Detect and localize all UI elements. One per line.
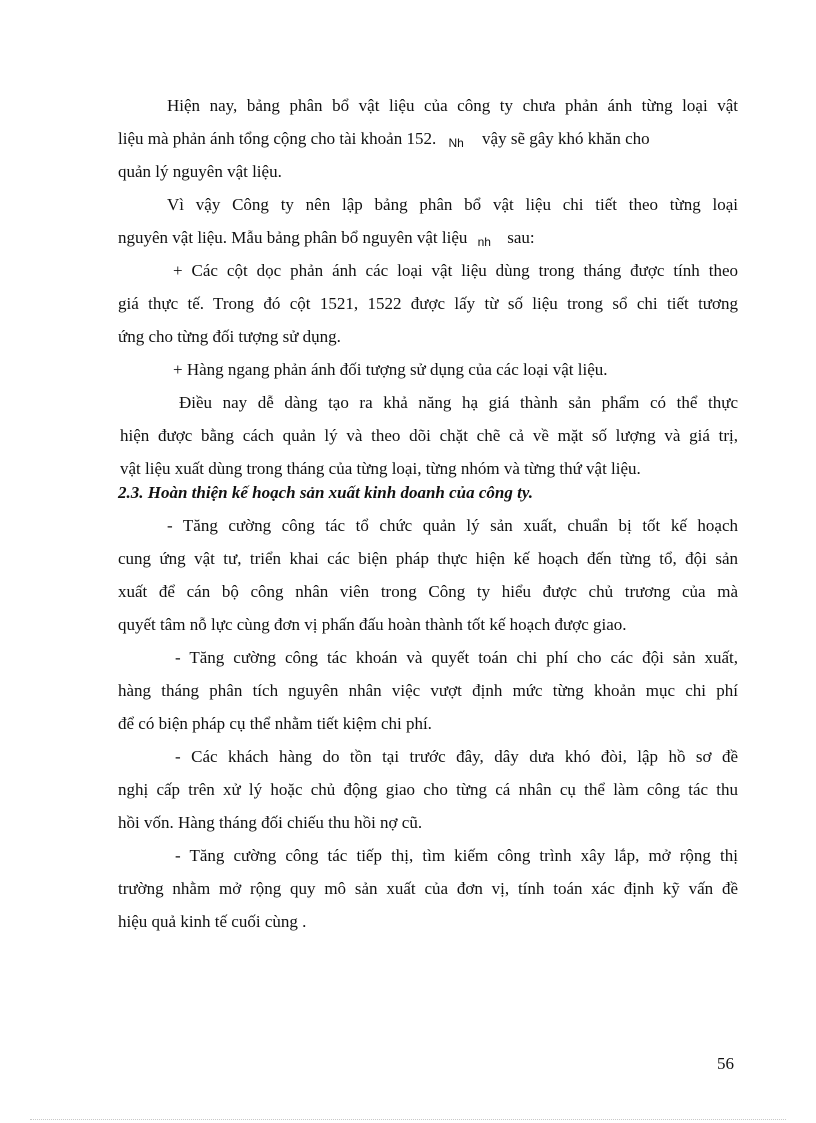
paragraph-2-line-2-fragment: nh bbox=[477, 235, 491, 249]
paragraph-2-line-2-part-a: nguyên vật liệu. Mẫu bảng phân bổ nguyên vật liệu bbox=[118, 228, 468, 247]
paragraph-3-line-3: ứng cho từng đối tượng sử dụng. bbox=[118, 327, 341, 346]
paragraph-3-line-1: + Các cột dọc phản ánh các loại vật liệu dùng trong tháng được tính theo bbox=[173, 261, 738, 280]
paragraph-1-line-1: Hiện nay, bảng phân bổ vật liệu của công ty chưa phản ánh từng loại vật bbox=[167, 96, 738, 115]
paragraph-6-line-4: quyết tâm nỗ lực cùng đơn vị phấn đấu hoàn thành tốt kế hoạch được giao. bbox=[118, 615, 627, 634]
paragraph-6-line-2: cung ứng vật tư, triển khai các biện pháp thực hiện kế hoạch đến từng tổ, đội sản bbox=[118, 549, 738, 568]
paragraph-1-line-2-part-a: liệu mà phản ánh tổng cộng cho tài khoản 152. bbox=[118, 129, 437, 148]
paragraph-9-line-2: trường nhằm mở rộng quy mô sản xuất của đơn vị, tính toán xác định kỹ vấn đề bbox=[118, 879, 738, 898]
page-bottom-divider bbox=[30, 1119, 786, 1120]
paragraph-6-line-1: - Tăng cường công tác tổ chức quản lý sản xuất, chuẩn bị tốt kế hoạch bbox=[167, 516, 738, 535]
paragraph-1-line-2-fragment: Nh bbox=[448, 136, 464, 150]
paragraph-2-line-2 bbox=[118, 227, 535, 249]
paragraph-6-line-3: xuất để cán bộ công nhân viên trong Công ty hiểu được chủ trương của mà bbox=[118, 582, 738, 601]
paragraph-5-line-1: Điều nay dễ dàng tạo ra khả năng hạ giá thành sản phẩm có thể thực bbox=[179, 393, 738, 412]
paragraph-5-line-3: vật liệu xuất dùng trong tháng của từng loại, từng nhóm và từng thứ vật liệu. bbox=[120, 459, 641, 478]
paragraph-1-line-3: quản lý nguyên vật liệu. bbox=[118, 162, 282, 181]
paragraph-1-line-2 bbox=[118, 128, 738, 150]
paragraph-8-line-1: - Các khách hàng do tồn tại trước đây, dây dưa khó đòi, lập hồ sơ đề bbox=[175, 747, 738, 766]
page-number: 56 bbox=[717, 1054, 734, 1073]
paragraph-7-line-1: - Tăng cường công tác khoán và quyết toán chi phí cho các đội sản xuất, bbox=[175, 648, 738, 667]
paragraph-4-line-1: + Hàng ngang phản ánh đối tượng sử dụng của các loại vật liệu. bbox=[173, 360, 608, 379]
paragraph-1-line-2-part-c: vậy sẽ gây khó khăn cho bbox=[482, 129, 650, 148]
paragraph-5-line-2: hiện được bằng cách quản lý và theo dõi chặt chẽ cả về mặt số lượng và giá trị, bbox=[120, 426, 738, 445]
paragraph-8-line-3: hồi vốn. Hàng tháng đối chiếu thu hồi nợ cũ. bbox=[118, 813, 423, 832]
paragraph-7-line-2: hàng tháng phân tích nguyên nhân việc vượt định mức từng khoản mục chi phí bbox=[118, 681, 738, 700]
paragraph-3-line-2: giá thực tế. Trong đó cột 1521, 1522 được lấy từ số liệu trong sổ chi tiết tương bbox=[118, 294, 738, 313]
paragraph-7-line-3: để có biện pháp cụ thể nhằm tiết kiệm chi phí. bbox=[118, 714, 432, 733]
paragraph-8-line-2: nghị cấp trên xử lý hoặc chủ động giao cho từng cá nhân cụ thể làm công tác thu bbox=[118, 780, 738, 799]
paragraph-2-line-2-part-c: sau: bbox=[507, 228, 535, 247]
paragraph-2-line-1: Vì vậy Công ty nên lập bảng phân bổ vật liệu chi tiết theo từng loại bbox=[167, 195, 738, 214]
paragraph-9-line-3: hiệu quả kinh tế cuối cùng . bbox=[118, 912, 307, 931]
section-heading: 2.3. Hoàn thiện kế hoạch sản xuất kinh doanh của công ty. bbox=[118, 483, 534, 502]
paragraph-9-line-1: - Tăng cường công tác tiếp thị, tìm kiếm công trình xây lắp, mở rộng thị bbox=[175, 846, 738, 865]
